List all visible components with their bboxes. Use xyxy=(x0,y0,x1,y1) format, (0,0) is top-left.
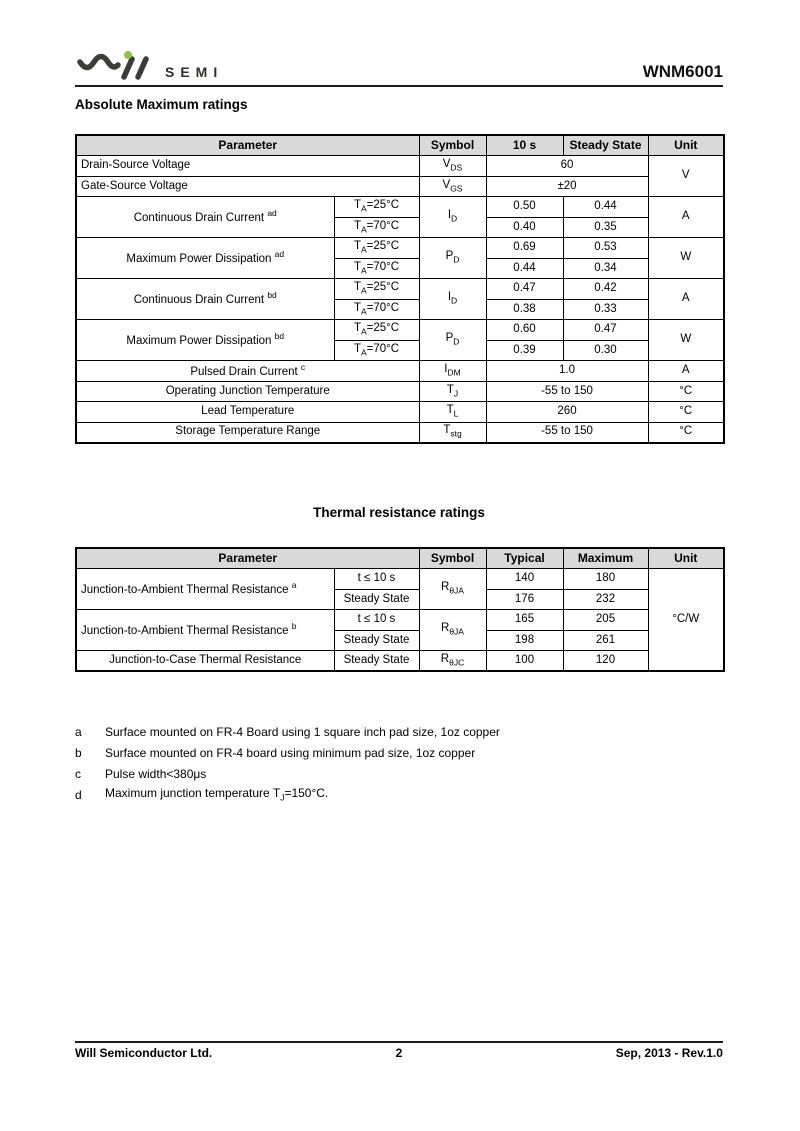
table-cell: $T_A=70^\circ C$ xyxy=(334,217,419,238)
table-cell: Junction-to-Ambient Thermal Resistance $^b$ xyxy=(76,610,334,651)
table-cell: Junction-to-Case Thermal Resistance xyxy=(76,651,334,672)
table-cell: t ≤ 10 s xyxy=(334,569,419,590)
table-header-row xyxy=(76,135,724,156)
table-cell: 0.40 xyxy=(486,217,563,238)
table-cell: Gate-Source Voltage xyxy=(76,176,419,197)
table-row xyxy=(76,651,724,672)
absolute-maximum-ratings-title: Absolute Maximum ratings xyxy=(75,97,248,112)
table-cell: $T_A=70^\circ C$ xyxy=(334,340,419,361)
table-cell: Storage Temperature Range xyxy=(76,422,419,443)
table-cell: $R_{\theta JA}$ xyxy=(419,610,486,651)
footnote xyxy=(75,784,723,805)
table-cell: Pulsed Drain Current $^c$ xyxy=(76,361,419,382)
table-cell: -55 to 150 xyxy=(486,422,648,443)
table-cell: Operating Junction Temperature xyxy=(76,381,419,402)
footnote-text: Surface mounted on FR-4 Board using 1 square inch pad size, 1oz copper xyxy=(105,724,500,739)
table-cell: 0.34 xyxy=(563,258,648,279)
thermal-resistance-ratings-title: Thermal resistance ratings xyxy=(313,505,485,520)
footnote-text: Surface mounted on FR-4 board using minimum pad size, 1oz copper xyxy=(105,745,476,760)
table-cell: W xyxy=(648,238,724,279)
table-cell: $R_{\theta JA}$ xyxy=(419,569,486,610)
document-footer xyxy=(75,1041,723,1060)
column-header: 10 s xyxy=(486,135,563,156)
table-cell: $V_{GS}$ xyxy=(419,176,486,197)
column-header: Unit xyxy=(648,548,724,569)
table-cell: 260 xyxy=(486,402,648,423)
column-header: Maximum xyxy=(563,548,648,569)
table-cell: °C xyxy=(648,402,724,423)
table-row xyxy=(76,569,724,590)
table-row xyxy=(76,422,724,443)
footnote-label: d xyxy=(75,787,82,802)
table-cell: t ≤ 10 s xyxy=(334,610,419,631)
table-cell: 0.30 xyxy=(563,340,648,361)
table-cell: °C xyxy=(648,422,724,443)
table-row xyxy=(76,610,724,631)
table-cell: 180 xyxy=(563,569,648,590)
table-cell: Continuous Drain Current $^{bd}$ xyxy=(76,279,334,320)
table-row xyxy=(76,381,724,402)
footnote-label: c xyxy=(75,766,81,781)
footnote-text: Pulse width<380μs xyxy=(105,766,207,781)
table-cell: $T_L$ xyxy=(419,402,486,423)
table-cell: 0.39 xyxy=(486,340,563,361)
table-cell: Steady State xyxy=(334,651,419,672)
table-cell: Maximum Power Dissipation $^{bd}$ xyxy=(76,320,334,361)
footnote-label: a xyxy=(75,724,82,739)
table-cell: 0.42 xyxy=(563,279,648,300)
column-header: Symbol xyxy=(419,135,486,156)
table-cell: $T_A=25^\circ C$ xyxy=(334,197,419,218)
footnote-text: Maximum junction temperature $T_J=150^\circ C$. xyxy=(105,786,329,803)
column-header: Symbol xyxy=(419,548,486,569)
table-cell: 261 xyxy=(563,630,648,651)
will-logo-icon xyxy=(75,49,157,83)
table-cell: °C/W xyxy=(648,569,724,672)
table-cell: 0.69 xyxy=(486,238,563,259)
table-cell: 0.33 xyxy=(563,299,648,320)
table-cell: °C xyxy=(648,381,724,402)
table-cell: $T_A=70^\circ C$ xyxy=(334,299,419,320)
table-cell: 0.47 xyxy=(486,279,563,300)
table-cell: 120 xyxy=(563,651,648,672)
table-row xyxy=(76,279,724,300)
footnotes xyxy=(75,721,723,805)
table-cell: 198 xyxy=(486,630,563,651)
table-cell: Steady State xyxy=(334,589,419,610)
table-cell: $P_D$ xyxy=(419,320,486,361)
footnote xyxy=(75,721,723,742)
table-row xyxy=(76,238,724,259)
absolute-maximum-ratings-table xyxy=(75,134,725,444)
table-cell: $T_A=25^\circ C$ xyxy=(334,320,419,341)
footnote-label: b xyxy=(75,745,82,760)
table-cell: A xyxy=(648,279,724,320)
table-cell: Steady State xyxy=(334,630,419,651)
table-row xyxy=(76,402,724,423)
table-cell: Lead Temperature xyxy=(76,402,419,423)
table-cell: A xyxy=(648,361,724,382)
table-row xyxy=(76,176,724,197)
table-cell: Junction-to-Ambient Thermal Resistance $^a$ xyxy=(76,569,334,610)
part-number: WNM6001 xyxy=(642,62,723,81)
table-cell: 0.35 xyxy=(563,217,648,238)
footer-company: Will Semiconductor Ltd. xyxy=(75,1046,213,1060)
thermal-resistance-ratings-table xyxy=(75,547,725,672)
table-cell: $I_D$ xyxy=(419,279,486,320)
footer-page-number: 2 xyxy=(395,1046,403,1060)
table-cell: $I_D$ xyxy=(419,197,486,238)
table-header-row xyxy=(76,548,724,569)
table-cell: $T_A=25^\circ C$ xyxy=(334,238,419,259)
table-cell: 140 xyxy=(486,569,563,590)
table-cell: A xyxy=(648,197,724,238)
company-logo xyxy=(75,49,223,83)
column-header: Unit xyxy=(648,135,724,156)
table-row xyxy=(76,156,724,177)
table-cell: 1.0 xyxy=(486,361,648,382)
table-cell: 205 xyxy=(563,610,648,631)
table-cell: $P_D$ xyxy=(419,238,486,279)
table-cell: V xyxy=(648,156,724,197)
footnote xyxy=(75,763,723,784)
column-header: Typical xyxy=(486,548,563,569)
table-cell: 100 xyxy=(486,651,563,672)
footer-revision: Sep, 2013 - Rev.1.0 xyxy=(615,1046,723,1060)
table-row xyxy=(76,197,724,218)
logo-green-dot xyxy=(124,51,132,59)
table-cell: $T_A=25^\circ C$ xyxy=(334,279,419,300)
table-row xyxy=(76,320,724,341)
table-cell: 60 xyxy=(486,156,648,177)
table-cell: 0.53 xyxy=(563,238,648,259)
table-cell: Drain-Source Voltage xyxy=(76,156,419,177)
table-cell: $V_{DS}$ xyxy=(419,156,486,177)
table-cell: $I_{DM}$ xyxy=(419,361,486,382)
table-cell: Continuous Drain Current $^{ad}$ xyxy=(76,197,334,238)
column-header: Steady State xyxy=(563,135,648,156)
table-cell: W xyxy=(648,320,724,361)
table-cell: $R_{\theta JC}$ xyxy=(419,651,486,672)
table-cell: 176 xyxy=(486,589,563,610)
table-cell: 0.44 xyxy=(563,197,648,218)
table-cell: 0.38 xyxy=(486,299,563,320)
table-cell: $T_J$ xyxy=(419,381,486,402)
table-cell: Maximum Power Dissipation $^{ad}$ xyxy=(76,238,334,279)
table-cell: 165 xyxy=(486,610,563,631)
logo-brand-text: SEMI xyxy=(165,64,224,80)
table-cell: -55 to 150 xyxy=(486,381,648,402)
table-cell: 0.50 xyxy=(486,197,563,218)
table-cell: 0.44 xyxy=(486,258,563,279)
table-cell: 0.60 xyxy=(486,320,563,341)
footnote xyxy=(75,742,723,763)
column-header: Parameter xyxy=(76,548,419,569)
table-cell: $T_A=70^\circ C$ xyxy=(334,258,419,279)
table-row xyxy=(76,361,724,382)
table-cell: $T_{stg}$ xyxy=(419,422,486,443)
document-header xyxy=(75,50,723,87)
table-cell: ±20 xyxy=(486,176,648,197)
table-cell: 0.47 xyxy=(563,320,648,341)
column-header: Parameter xyxy=(76,135,419,156)
table-cell: 232 xyxy=(563,589,648,610)
